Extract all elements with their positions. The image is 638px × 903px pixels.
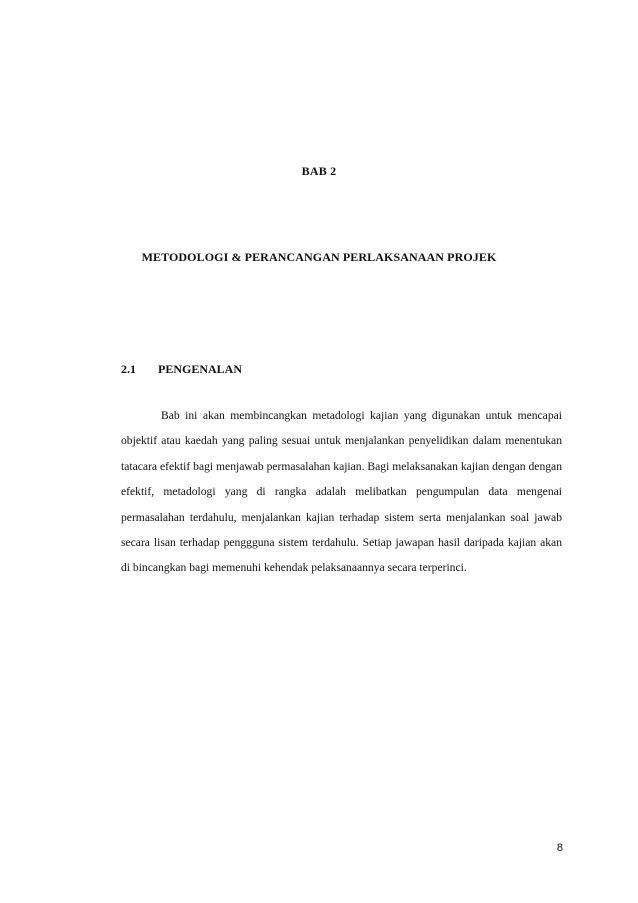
- chapter-label: BAB 2: [301, 164, 337, 178]
- body-paragraph: Bab ini akan membincangkan metadologi kajian yang digunakan untuk mencapai objektif atau kaedah yang paling sesuai untuk menjalankan penyelidikan dalam menentukan tatacara efektif bagi menjawab permasalahan kajian. Bagi melaksanakan kajian dengan dengan efektif, metadologi yang di rangka adalah melibatkan pengumpulan data mengenai permasalahan terdahulu, menjalankan kajian terhadap sistem serta menjalankan soal jawab secara lisan terhadap penggguna sistem terdahulu. Setiap jawapan hasil daripada kajian akan di bincangkan bagi memenuhi kehendak pelaksanaannya secara terperinci.: [121, 409, 562, 575]
- section-title: PENGENALAN: [158, 362, 243, 376]
- section-number: 2.1: [121, 362, 136, 376]
- page-number: 8: [556, 842, 563, 854]
- chapter-title: METODOLOGI & PERANCANGAN PERLAKSANAAN PROJEK: [141, 250, 497, 264]
- section-heading: [121, 362, 242, 377]
